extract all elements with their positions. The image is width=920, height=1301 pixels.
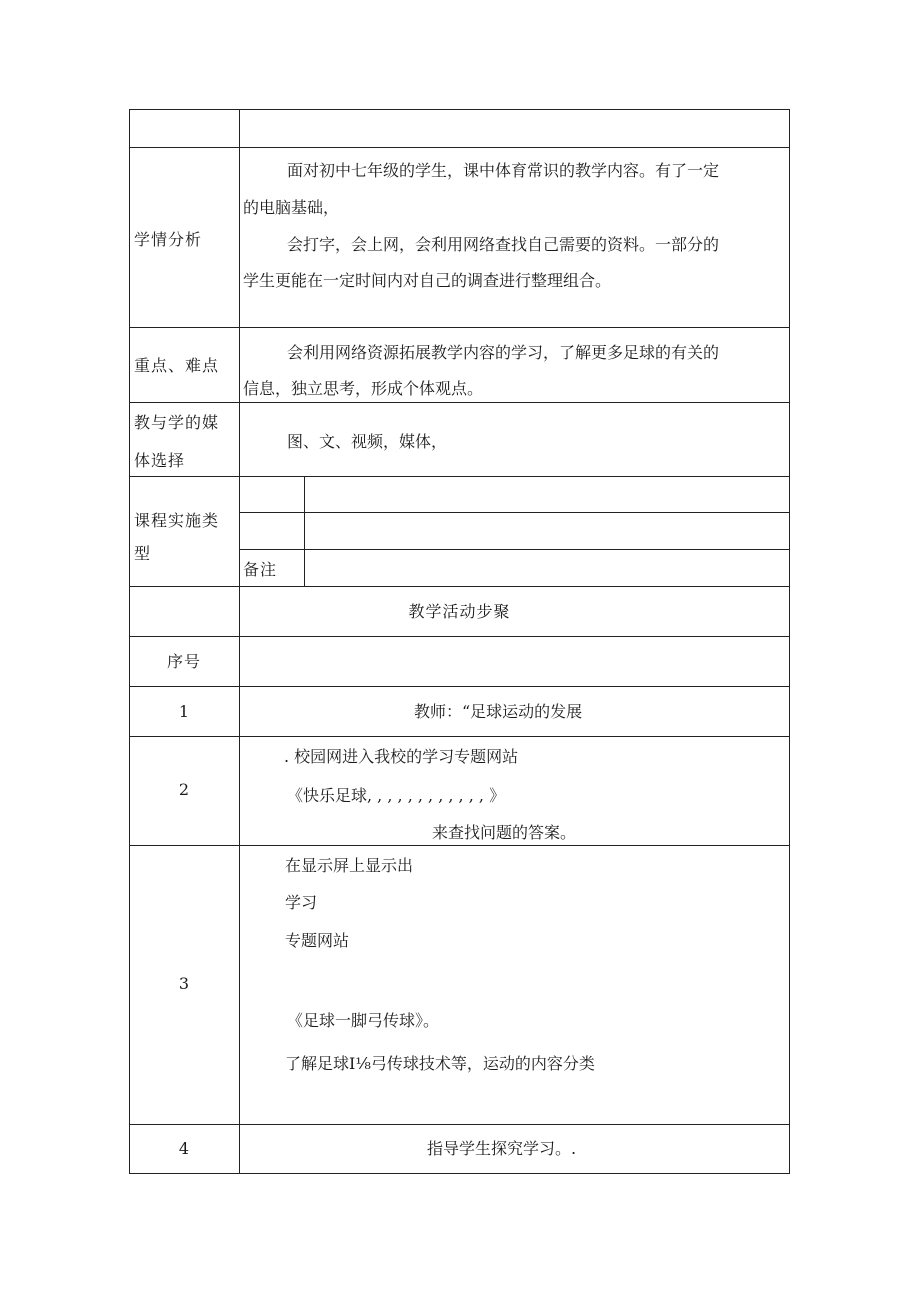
step-text: 指导学生探究学习。. xyxy=(427,1139,577,1158)
remarks-label: 备注 xyxy=(243,560,278,579)
row-divider xyxy=(129,147,790,148)
step-number: 2 xyxy=(178,780,190,799)
row-divider xyxy=(239,549,790,550)
row-divider xyxy=(239,512,790,513)
key-points-line: 会利用网络资源拓展教学内容的学习，了解更多足球的有关的 xyxy=(287,343,720,362)
step-text: 教师：“足球运动的发展 xyxy=(414,702,583,721)
student-analysis-line: 面对初中七年级的学生，课中体育常识的教学内容。有了一定 xyxy=(287,161,720,180)
step-text: 《足球一脚弓传球》。 xyxy=(287,1011,440,1030)
student-analysis-line: 会打字，会上网，会利用网络查找自己需要的资料。一部分的 xyxy=(287,235,720,254)
row-divider xyxy=(129,402,790,403)
step-number: 4 xyxy=(178,1139,190,1158)
step-text: 来查找问题的答案。 xyxy=(432,823,577,842)
column-divider xyxy=(239,109,240,1174)
media-label: 教与学的媒 xyxy=(134,413,220,432)
row-divider xyxy=(129,636,790,637)
student-analysis-label: 学情分析 xyxy=(134,230,203,249)
step-text: . 校园网进入我校的学习专题网站 xyxy=(284,747,519,766)
row-divider xyxy=(129,1124,790,1125)
step-text: 专题网站 xyxy=(285,931,350,950)
seq-header: 序号 xyxy=(166,652,201,671)
course-type-label: 型 xyxy=(134,544,152,563)
row-divider xyxy=(129,476,790,477)
lesson-plan-table xyxy=(129,109,790,1174)
section-title: 教学活动步聚 xyxy=(408,602,511,621)
student-analysis-line: 学生更能在一定时间内对自己的调查进行整理组合。 xyxy=(243,271,612,290)
row-divider xyxy=(129,586,790,587)
row-divider xyxy=(129,327,790,328)
key-points-line: 信息，独立思考，形成个体观点。 xyxy=(243,379,484,398)
column-divider-inner xyxy=(304,476,305,586)
key-points-label: 重点、难点 xyxy=(134,356,220,375)
row-divider xyxy=(129,686,790,687)
row-divider xyxy=(129,736,790,737)
step-number: 3 xyxy=(178,974,190,993)
row-divider xyxy=(129,845,790,846)
step-text: 了解足球Ⅰ⅛弓传球技术等，运动的内容分类 xyxy=(285,1054,595,1073)
step-text: 学习 xyxy=(285,893,318,912)
step-text: 在显示屏上显示出 xyxy=(285,856,414,875)
student-analysis-line: 的电脑基础， xyxy=(243,198,340,217)
course-type-label: 课程实施类 xyxy=(134,511,220,530)
media-label: 体选择 xyxy=(134,451,186,470)
step-text: 《快乐足球, , , , , , , , , , , , 》 xyxy=(287,786,506,805)
step-number: 1 xyxy=(178,702,190,721)
media-value: 图、文、视频，媒体， xyxy=(287,432,448,451)
